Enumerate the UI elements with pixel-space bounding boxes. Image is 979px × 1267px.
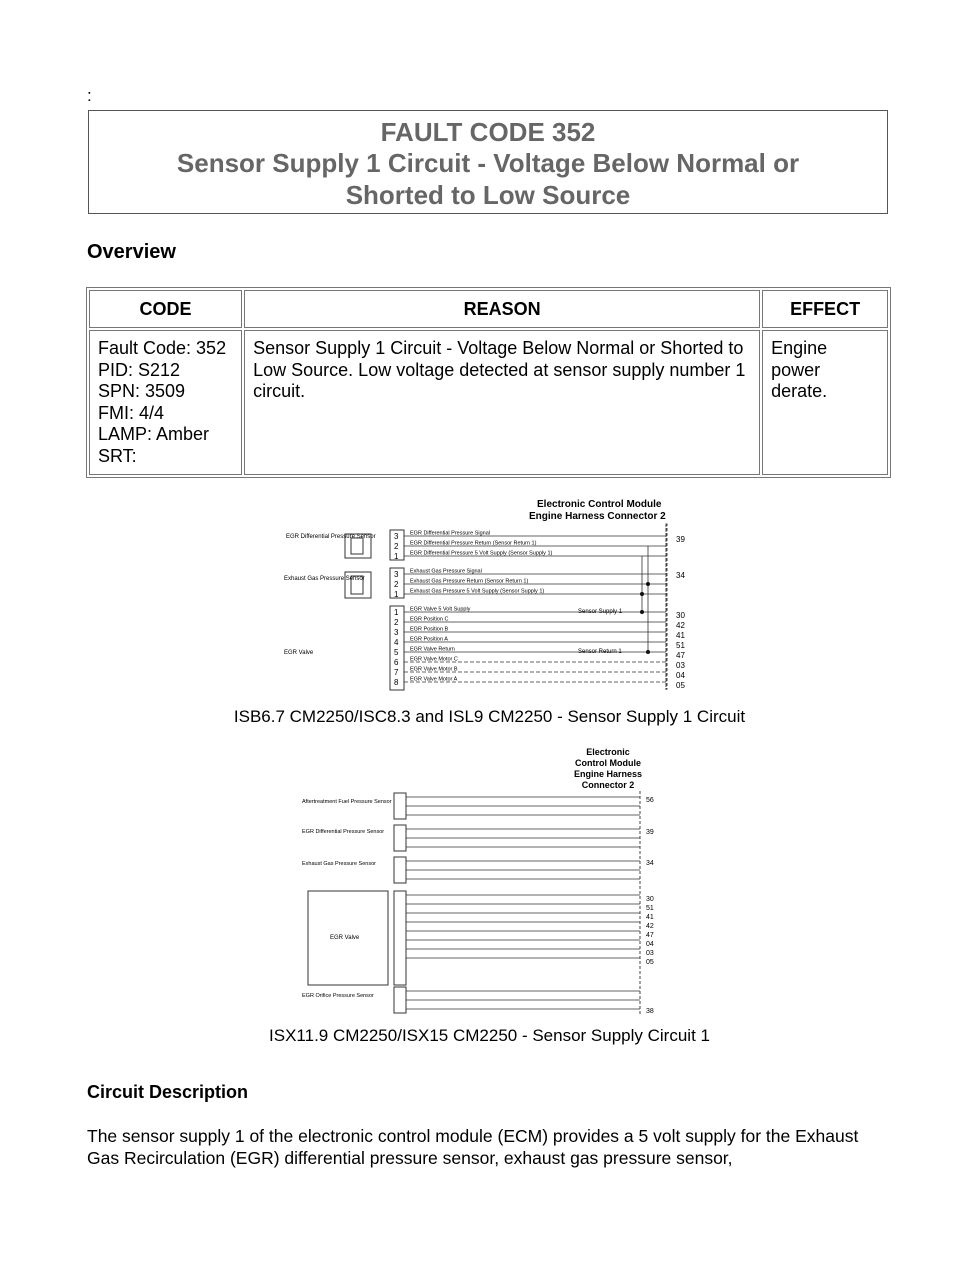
wire-label: EGR Valve Motor C: [410, 656, 458, 663]
wire-label: EGR Differential Pressure Return (Sensor Return 1): [410, 540, 537, 547]
ecm-pin: 51: [676, 641, 685, 650]
ecm-pin: 04: [646, 941, 654, 948]
wire-label: EGR Position B: [410, 626, 449, 633]
code-line: PID: S212: [98, 359, 181, 380]
wire-label: EGR Position A: [410, 636, 448, 643]
ecm-pin: 34: [676, 571, 685, 580]
ecm-pin: 04: [676, 671, 685, 680]
connector-pin: 7: [394, 668, 399, 677]
connector-pin: 1: [394, 608, 399, 617]
fault-code-subtitle-1: Sensor Supply 1 Circuit - Voltage Below Normal or: [176, 148, 800, 178]
ecm-title: Engine Harness: [573, 769, 643, 779]
connector-pin: 5: [394, 648, 399, 657]
figure2-caption: ISX11.9 CM2250/ISX15 CM2250 - Sensor Supply Circuit 1: [269, 1026, 710, 1045]
ecm-pin: 39: [676, 535, 685, 544]
component-label: EGR Differential Pressure Sensor: [302, 829, 385, 835]
connector-pin: 3: [394, 570, 399, 579]
component-label: EGR Valve: [284, 650, 314, 656]
ecm-pin: 51: [646, 905, 654, 912]
ecm-pin: 05: [676, 681, 685, 690]
connector-pin: 2: [394, 618, 399, 627]
ecm-title: Electronic: [586, 747, 630, 757]
ecm-pin: 47: [676, 651, 685, 660]
wire-label: Exhaust Gas Pressure Signal: [410, 568, 482, 575]
wire-label: EGR Differential Pressure Signal: [410, 530, 490, 537]
ecm-pin: 41: [646, 914, 654, 921]
fault-code-subtitle-2: Shorted to Low Source: [345, 180, 631, 210]
ecm-title-2: Engine Harness Connector 2: [529, 511, 666, 522]
code-line: LAMP: Amber: [98, 424, 210, 444]
top-mark: :: [87, 86, 92, 105]
connector-pin: 2: [394, 580, 399, 589]
connector-pin: 2: [394, 542, 399, 551]
ecm-pin: 56: [646, 797, 654, 804]
side-label: Sensor Return 1: [578, 649, 622, 655]
splice-dot: [646, 650, 650, 654]
wire-label: EGR Valve Motor B: [410, 666, 458, 673]
wire-label: EGR Valve 5 Volt Supply: [410, 606, 471, 613]
code-cell: [89, 330, 242, 475]
ecm-pin: 39: [646, 829, 654, 836]
code-line: SRT:: [98, 445, 137, 466]
component-label: Exhaust Gas Pressure Sensor: [284, 576, 365, 582]
splice-dot: [646, 582, 650, 586]
code-line: SPN: 3509: [98, 381, 186, 401]
wire-label: EGR Valve Motor A: [410, 676, 458, 683]
wiring-diagram-1: [270, 494, 710, 706]
side-label: Sensor Supply 1: [578, 609, 623, 615]
header-code: CODE: [89, 290, 242, 328]
circuit-description-heading: Circuit Description: [87, 1082, 249, 1102]
wire-label: Exhaust Gas Pressure 5 Volt Supply (Sensor Supply 1): [410, 588, 545, 595]
effect-cell: Engine power derate.: [762, 330, 888, 475]
overview-heading: Overview: [87, 241, 176, 263]
fault-code-title: FAULT CODE 352: [380, 117, 596, 147]
component-label: EGR Orifice Pressure Sensor: [302, 993, 374, 999]
ecm-pin: 38: [646, 1008, 654, 1015]
wire-label: EGR Valve Return: [410, 646, 455, 653]
splice-dot: [640, 592, 644, 596]
ecm-pin: 42: [646, 923, 654, 930]
connector-pin: 4: [394, 638, 399, 647]
code-line: Fault Code: 352: [98, 338, 227, 358]
ecm-title: Control Module: [575, 758, 641, 768]
fault-code-title-box: [88, 110, 888, 214]
connector-pin: 6: [394, 658, 399, 667]
header-reason: REASON: [244, 290, 760, 328]
ecm-title-1: Electronic Control Module: [537, 499, 662, 510]
component-label: Exhaust Gas Pressure Sensor: [302, 861, 376, 867]
ecm-pin: 03: [676, 661, 685, 670]
ecm-pin: 30: [676, 611, 685, 620]
connector-pin: 3: [394, 532, 399, 541]
splice-dot: [640, 610, 644, 614]
component-label: EGR Valve: [330, 935, 360, 941]
connector-pin: 8: [394, 678, 399, 687]
wiring-diagram-2: [290, 745, 680, 1017]
ecm-pin: 42: [676, 621, 685, 630]
ecm-pin: 30: [646, 896, 654, 903]
reason-cell: Sensor Supply 1 Circuit - Voltage Below Normal or Shorted to Low Source. Low voltage detected at sensor supply number 1 circuit.: [244, 330, 760, 475]
connector-pin: 3: [394, 628, 399, 637]
wire-label: Exhaust Gas Pressure Return (Sensor Return 1): [410, 578, 529, 585]
component-label: EGR Differential Pressure Sensor: [286, 534, 376, 540]
header-effect: EFFECT: [762, 290, 888, 328]
component-label: Aftertreatment Fuel Pressure Sensor: [302, 799, 392, 805]
ecm-title: Connector 2: [581, 780, 635, 790]
ecm-pin: 03: [646, 950, 654, 957]
circuit-description-text: The sensor supply 1 of the electronic control module (ECM) provides a 5 volt supply for the Exhaust Gas Recirculation (EGR) differential pressure sensor, exhaust gas pressure sensor,: [87, 1126, 859, 1168]
wire-label: EGR Differential Pressure 5 Volt Supply (Sensor Supply 1): [410, 550, 553, 557]
connector-pin: 1: [394, 552, 399, 561]
wire-label: EGR Position C: [410, 616, 449, 623]
connector-pin: 1: [394, 590, 399, 599]
figure1-caption: ISB6.7 CM2250/ISC8.3 and ISL9 CM2250 - Sensor Supply 1 Circuit: [233, 707, 746, 726]
ecm-pin: 34: [646, 860, 654, 867]
ecm-pin: 47: [646, 932, 654, 939]
code-line: FMI: 4/4: [98, 402, 165, 423]
overview-table: [86, 287, 891, 478]
ecm-pin: 05: [646, 959, 654, 966]
ecm-pin: 41: [676, 631, 685, 640]
